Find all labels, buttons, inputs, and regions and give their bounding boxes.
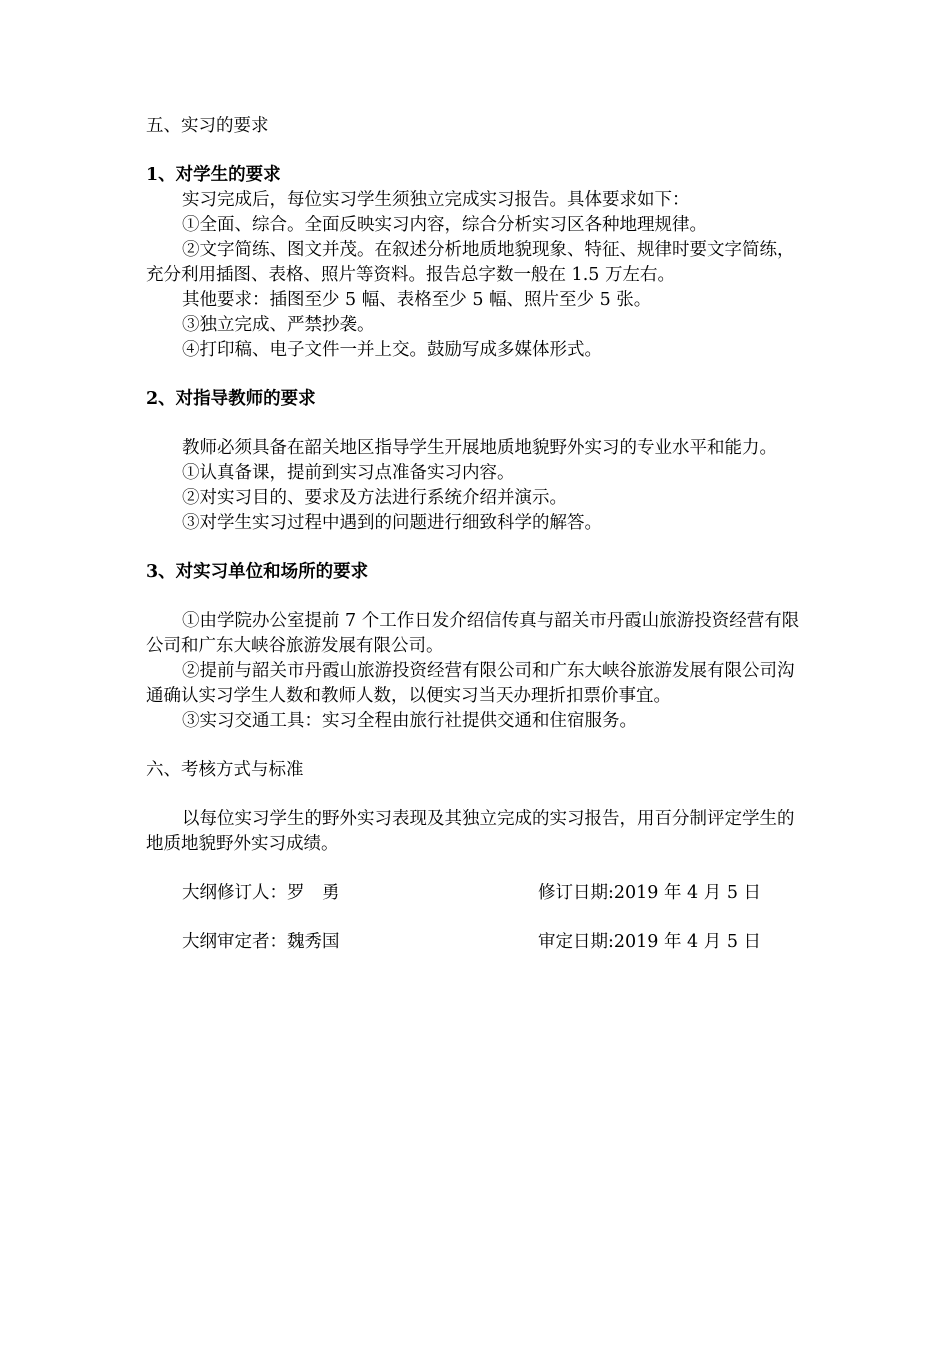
approve-date: 审定日期:2019 年 4 月 5 日 xyxy=(538,932,762,952)
paragraph: 实习完成后，每位实习学生须独立完成实习报告。具体要求如下： xyxy=(182,190,690,210)
paragraph: ①由学院办公室提前 7 个工作日发介绍信传真与韶关市丹霞山旅游投资经营有限公司和广东大峡谷旅游发展有限公司。 xyxy=(146,611,800,656)
reviser-label: 大纲修订人：罗 勇 xyxy=(182,883,340,903)
subsection-3-title: 3、对实习单位和场所的要求 xyxy=(146,562,369,582)
reviser-row xyxy=(146,881,810,906)
paragraph: 其他要求：插图至少 5 幅、表格至少 5 幅、照片至少 5 张。 xyxy=(182,290,652,310)
revise-date: 修订日期:2019 年 4 月 5 日 xyxy=(538,883,762,903)
paragraph: 教师必须具备在韶关地区指导学生开展地质地貌野外实习的专业水平和能力。 xyxy=(182,438,777,458)
paragraph: ④打印稿、电子文件一并上交。鼓励写成多媒体形式。 xyxy=(182,340,602,360)
subsection-2-title: 2、对指导教师的要求 xyxy=(146,389,316,409)
paragraph: ①全面、综合。全面反映实习内容，综合分析实习区各种地理规律。 xyxy=(182,215,707,235)
paragraph: ③独立完成、严禁抄袭。 xyxy=(182,315,375,335)
section-5-title: 五、实习的要求 xyxy=(146,116,269,136)
document-content xyxy=(146,114,810,955)
paragraph: ②文字简练、图文并茂。在叙述分析地质地貌现象、特征、规律时要文字简练，充分利用插图、表格、照片等资料。报告总字数一般在 1.5 万左右。 xyxy=(146,240,795,285)
paragraph: ③实习交通工具：实习全程由旅行社提供交通和住宿服务。 xyxy=(182,711,637,731)
paragraph: ①认真备课，提前到实习点准备实习内容。 xyxy=(182,463,515,483)
paragraph: 以每位实习学生的野外实习表现及其独立完成的实习报告，用百分制评定学生的地质地貌野外实习成绩。 xyxy=(146,809,795,854)
subsection-1-title: 1、对学生的要求 xyxy=(146,165,281,185)
approver-row xyxy=(146,930,810,955)
paragraph: ③对学生实习过程中遇到的问题进行细致科学的解答。 xyxy=(182,513,602,533)
approver-label: 大纲审定者：魏秀国 xyxy=(182,932,340,952)
paragraph: ②对实习目的、要求及方法进行系统介绍并演示。 xyxy=(182,488,567,508)
section-6-title: 六、考核方式与标准 xyxy=(146,760,304,780)
paragraph: ②提前与韶关市丹霞山旅游投资经营有限公司和广东大峡谷旅游发展有限公司沟通确认实习学生人数和教师人数，以便实习当天办理折扣票价事宜。 xyxy=(146,661,795,706)
